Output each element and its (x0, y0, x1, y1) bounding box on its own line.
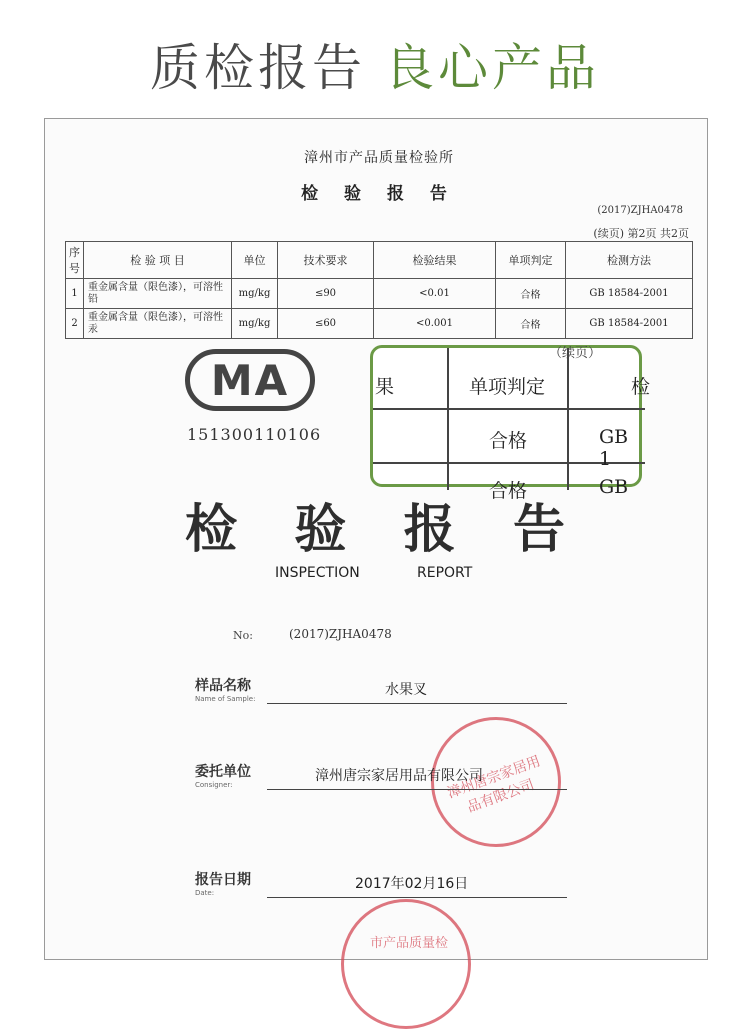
cma-logo (185, 349, 315, 411)
zoom-divider (373, 408, 645, 410)
cell: 合格 (496, 279, 566, 309)
th-result: 检验结果 (374, 242, 496, 279)
back-page (65, 133, 693, 333)
headline-green: 良心产品 (384, 39, 600, 97)
th-item: 检 验 项 目 (84, 242, 232, 279)
back-report-number: (2017)ZJHA0478 (597, 205, 683, 216)
cell: ≤90 (278, 279, 374, 309)
institute-stamp (341, 899, 471, 1029)
title-char: 报 (403, 499, 456, 560)
stamp-text: 漳州唐宗家居用品有限公司 (445, 753, 543, 816)
cell: 2 (66, 309, 84, 339)
field-label-en: Date: (195, 889, 215, 897)
stamp-text: 市产品质量检 (369, 936, 448, 951)
cma-number: 151300110106 (187, 425, 322, 444)
field-value: 水果叉 (385, 682, 427, 698)
cma-logo-text: MA (210, 356, 290, 405)
cell: 重金属含量（限色漆），可溶性铅 (84, 279, 232, 309)
field-report-date (195, 869, 615, 897)
zoom-continued: （续页） (549, 346, 602, 361)
field-value: 漳州唐宗家居用品有限公司 (315, 768, 483, 784)
field-consigner (195, 761, 615, 789)
results-table (65, 241, 693, 339)
title-char: 告 (512, 499, 565, 560)
cell: 合格 (496, 309, 566, 339)
magnified-callout (370, 345, 651, 502)
back-report-title: 检 验 报 告 (301, 184, 457, 204)
page-indicator: (续页) 第2页 共2页 (593, 227, 689, 240)
zoom-cell: 合格 (489, 480, 528, 502)
cell: GB 18584-2001 (566, 309, 693, 339)
field-underline (267, 789, 567, 790)
subtitle-report: REPORT (417, 565, 473, 581)
headline-dark: 质检报告 (150, 39, 366, 97)
zoom-cell: 检 (631, 376, 651, 398)
cell: 重金属含量（限色漆），可溶性汞 (84, 309, 232, 339)
cell: 1 (66, 279, 84, 309)
field-sample-name (195, 675, 615, 703)
cell: mg/kg (232, 279, 278, 309)
zoom-divider (447, 348, 449, 490)
report-image (44, 118, 708, 960)
table-header-row (66, 242, 693, 279)
table-row (66, 279, 693, 309)
zoom-cell: 果 (375, 376, 395, 398)
th-judgement: 单项判定 (496, 242, 566, 279)
subtitle-inspection: INSPECTION (275, 565, 360, 581)
field-label-en: Consigner: (195, 781, 233, 789)
report-number-label: No: (233, 629, 253, 642)
cell: GB 18584-2001 (566, 279, 693, 309)
field-value: 2017年02月16日 (355, 876, 469, 892)
zoom-divider (567, 348, 569, 490)
field-label: 样品名称 (195, 678, 251, 694)
field-underline (267, 897, 567, 898)
th-no: 序号 (66, 242, 84, 279)
th-requirement: 技术要求 (278, 242, 374, 279)
institute-name: 漳州市产品质量检验所 (304, 150, 454, 166)
field-label-en: Name of Sample: (195, 695, 256, 703)
report-number-value: (2017)ZJHA0478 (289, 627, 392, 641)
field-underline (267, 703, 567, 704)
title-char: 验 (294, 499, 347, 560)
th-unit: 单位 (232, 242, 278, 279)
title-char: 检 (185, 499, 238, 560)
cell: <0.01 (374, 279, 496, 309)
zoom-cell: GB (599, 476, 629, 498)
field-label: 委托单位 (195, 764, 251, 780)
th-method: 检测方法 (566, 242, 693, 279)
cell: mg/kg (232, 309, 278, 339)
page-headline (0, 28, 750, 100)
zoom-cell: GB 1 (599, 426, 629, 470)
cell: ≤60 (278, 309, 374, 339)
zoom-cell: 单项判定 (469, 376, 546, 398)
cell: <0.001 (374, 309, 496, 339)
table-row (66, 309, 693, 339)
zoom-cell: 合格 (489, 430, 528, 452)
field-label: 报告日期 (195, 872, 251, 888)
